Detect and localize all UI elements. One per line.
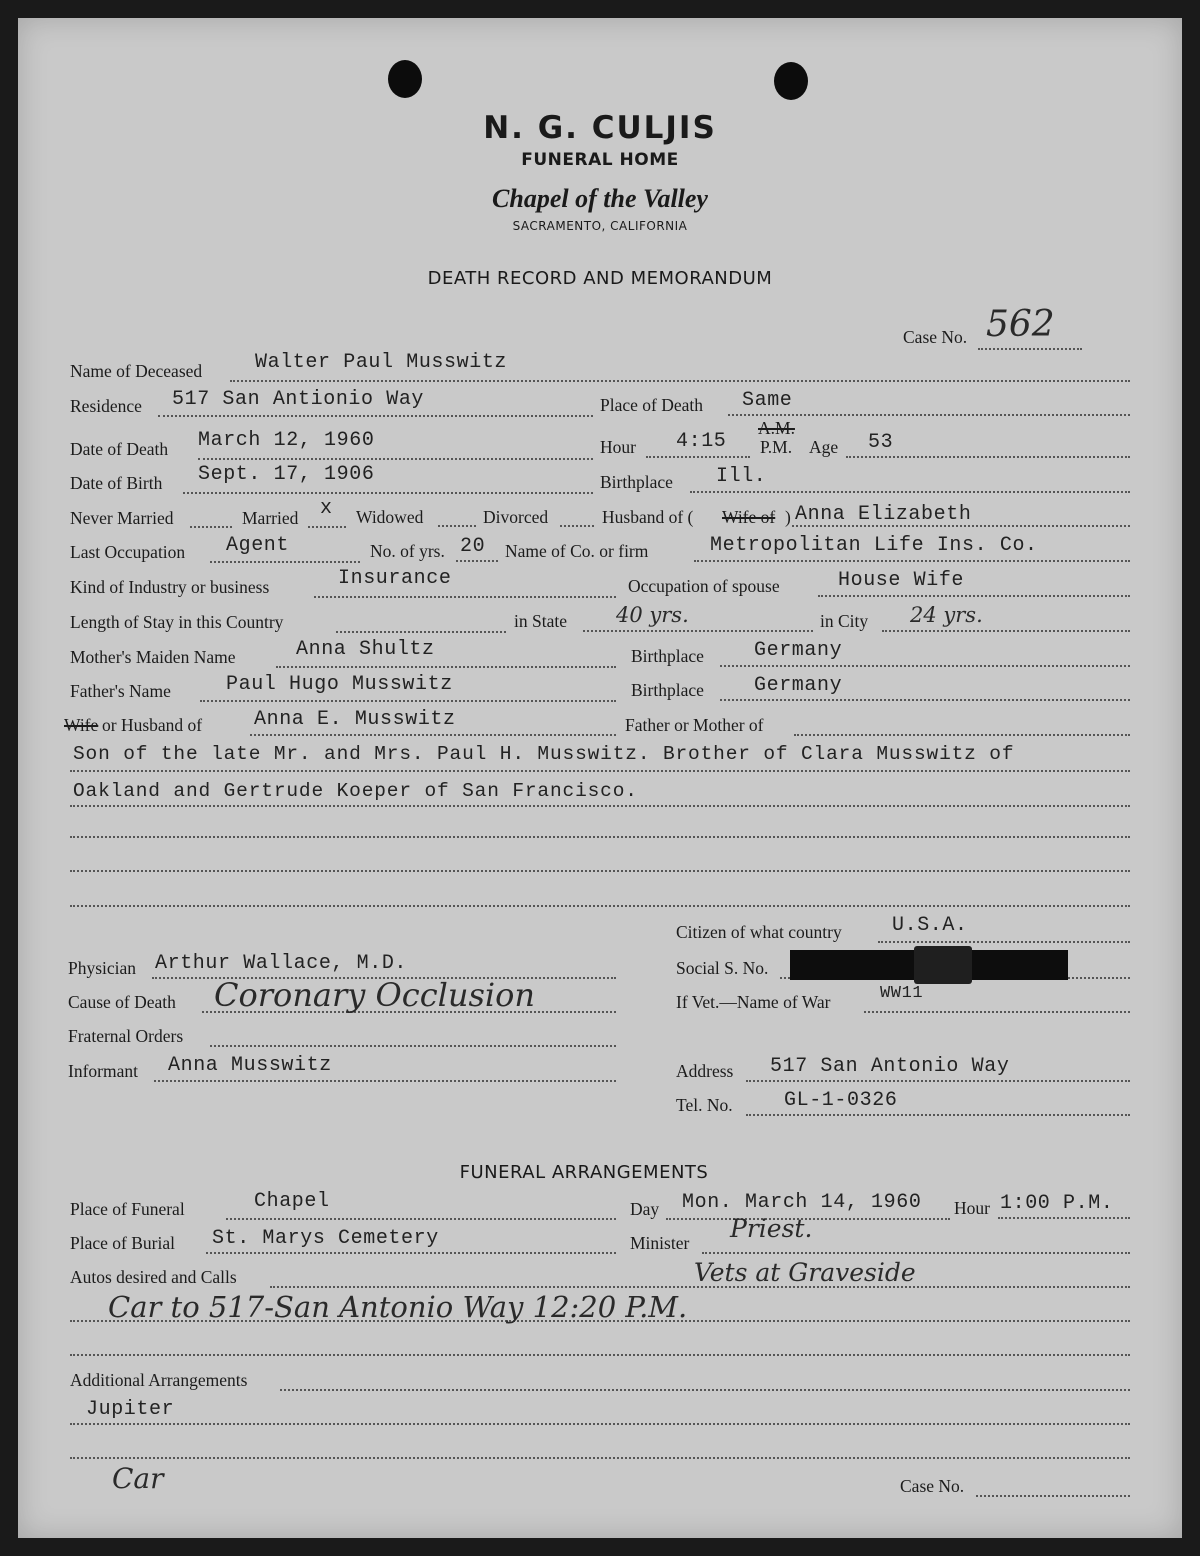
bottom-note: Car	[112, 1462, 164, 1495]
if-vet-line	[864, 1011, 1130, 1013]
in-state-label: in State	[514, 611, 567, 631]
funeral-hour-value: 1:00 P.M.	[1000, 1192, 1114, 1215]
father-or-mother-of-label: Father or Mother of	[625, 715, 764, 735]
spouse-occupation-label: Occupation of spouse	[628, 576, 780, 596]
no-of-yrs-line	[456, 560, 498, 562]
in-state-line	[583, 630, 813, 632]
if-vet-label: If Vet.—Name of War	[676, 992, 831, 1012]
physician-value: Arthur Wallace, M.D.	[155, 952, 408, 975]
wife-husband-of-line	[250, 734, 616, 736]
autos-label: Autos desired and Calls	[70, 1267, 237, 1287]
name-label: Name of Deceased	[70, 361, 203, 381]
remarks-line-1	[70, 770, 1130, 772]
remarks-line-4	[70, 870, 1130, 872]
married-line	[308, 526, 346, 528]
tel-no-line	[746, 1114, 1130, 1116]
birthplace-label: Birthplace	[600, 472, 673, 492]
never-married-label: Never Married	[70, 508, 174, 528]
divorced-label: Divorced	[483, 507, 549, 527]
father-or-mother-of-line	[794, 734, 1130, 736]
additional-value: Jupiter	[86, 1398, 175, 1421]
cause-of-death-value: Coronary Occlusion	[214, 976, 535, 1014]
date-of-birth-value: Sept. 17, 1906	[198, 463, 375, 486]
in-city-label: in City	[820, 611, 869, 631]
father-birthplace-value: Germany	[754, 674, 843, 697]
place-of-death-value: Same	[742, 389, 793, 412]
mothers-maiden-name-value: Anna Shultz	[296, 638, 435, 661]
address-line	[746, 1080, 1130, 1082]
residence-value: 517 San Antionio Way	[172, 388, 425, 411]
name-of-co-line	[694, 560, 1130, 562]
wife-label: Wife	[64, 715, 99, 735]
place-of-funeral-label: Place of Funeral	[70, 1199, 185, 1219]
spouse-occupation-line	[818, 595, 1130, 597]
date-of-death-line	[198, 458, 593, 460]
fathers-name-value: Paul Hugo Musswitz	[226, 673, 453, 696]
address-label: Address	[676, 1061, 734, 1081]
vets-note-value: Vets at Graveside	[694, 1258, 916, 1287]
citizen-label: Citizen of what country	[676, 922, 842, 942]
date-of-death-value: March 12, 1960	[198, 429, 375, 452]
wife-husband-of-value: Anna E. Musswitz	[254, 708, 456, 731]
divorced-line	[560, 525, 594, 527]
chapel-name: Chapel of the Valley	[492, 184, 708, 213]
company-subtitle: FUNERAL HOME	[521, 150, 679, 170]
married-label: Married	[242, 508, 299, 528]
birthplace-line	[690, 491, 1130, 493]
place-of-burial-line	[206, 1252, 616, 1254]
case-no-bottom-line	[976, 1495, 1130, 1497]
date-of-birth-label: Date of Birth	[70, 473, 163, 493]
residence-label: Residence	[70, 396, 142, 416]
ssn-redaction-knot	[914, 946, 972, 984]
form-title: DEATH RECORD AND MEMORANDUM	[427, 268, 773, 289]
fathers-name-line	[200, 700, 616, 702]
spouse-occupation-value: House Wife	[838, 569, 965, 592]
citizen-line	[878, 941, 1130, 943]
industry-line	[314, 596, 616, 598]
funeral-hour-line	[998, 1217, 1130, 1219]
residence-line	[158, 415, 593, 417]
remarks-line-1-value: Son of the late Mr. and Mrs. Paul H. Musswitz. Brother of Clara Musswitz of	[73, 743, 1015, 765]
no-of-yrs-label: No. of yrs.	[370, 541, 445, 561]
remarks-line-2	[70, 805, 1130, 807]
or-husband-of-label: or Husband of	[102, 715, 203, 735]
length-of-stay-line	[336, 631, 506, 633]
last-occupation-label: Last Occupation	[70, 542, 186, 562]
citizen-value: U.S.A.	[892, 914, 968, 937]
age-label: Age	[809, 437, 839, 457]
length-of-stay-label: Length of Stay in this Country	[70, 612, 284, 632]
pm-label: P.M.	[760, 437, 793, 457]
case-no-bottom-label: Case No.	[900, 1476, 965, 1496]
social-s-no-label: Social S. No.	[676, 958, 769, 978]
tel-no-label: Tel. No.	[676, 1095, 733, 1115]
date-of-birth-line	[183, 492, 593, 494]
husband-of-close: )	[785, 507, 791, 527]
fathers-name-label: Father's Name	[70, 681, 171, 701]
fraternal-orders-line	[210, 1045, 616, 1047]
informant-line	[154, 1080, 616, 1082]
place-of-burial-label: Place of Burial	[70, 1233, 175, 1253]
case-no-value: 562	[986, 304, 1055, 345]
age-value: 53	[868, 431, 894, 454]
industry-label: Kind of Industry or business	[70, 577, 270, 597]
wife-of-label: Wife of	[722, 507, 776, 527]
widowed-line	[438, 525, 476, 527]
punch-hole-right	[774, 62, 808, 100]
funeral-day-value: Mon. March 14, 1960	[682, 1191, 922, 1214]
mothers-maiden-name-label: Mother's Maiden Name	[70, 647, 236, 667]
in-state-value: 40 yrs.	[616, 603, 689, 627]
cause-of-death-label: Cause of Death	[68, 992, 176, 1012]
no-of-yrs-value: 20	[460, 535, 486, 558]
punch-hole-left	[388, 60, 422, 98]
husband-of-label: Husband of (	[602, 507, 694, 527]
in-city-value: 24 yrs.	[910, 603, 983, 627]
hour-value: 4:15	[676, 430, 727, 453]
in-city-line	[882, 630, 1130, 632]
autos-value: Car to 517-San Antonio Way 12:20 P.M.	[108, 1290, 688, 1324]
never-married-line	[190, 526, 232, 528]
place-of-death-label: Place of Death	[600, 395, 704, 415]
mothers-maiden-name-line	[276, 666, 616, 668]
address-value: 517 San Antonio Way	[770, 1055, 1010, 1078]
death-record-form	[18, 18, 1182, 1538]
mother-birthplace-value: Germany	[754, 639, 843, 662]
place-of-funeral-line	[226, 1218, 616, 1220]
place-of-burial-value: St. Marys Cemetery	[212, 1227, 439, 1250]
company-name: N. G. CULJIS	[483, 110, 717, 146]
funeral-day-label: Day	[630, 1199, 660, 1219]
father-birthplace-line	[720, 699, 1130, 701]
place-of-death-line	[728, 414, 1130, 416]
informant-label: Informant	[68, 1061, 138, 1081]
tel-no-value: GL-1-0326	[784, 1089, 898, 1112]
minister-line	[702, 1252, 1130, 1254]
date-of-death-label: Date of Death	[70, 439, 169, 459]
minister-label: Minister	[630, 1233, 690, 1253]
funeral-arrangements-heading: FUNERAL ARRANGEMENTS	[459, 1162, 709, 1183]
hour-line	[646, 456, 750, 458]
father-birthplace-label: Birthplace	[631, 680, 704, 700]
name-of-co-label: Name of Co. or firm	[505, 541, 649, 561]
am-label: A.M.	[758, 418, 795, 438]
husband-of-value: Anna Elizabeth	[795, 503, 972, 526]
additional-line	[280, 1389, 1130, 1391]
birthplace-value: Ill.	[716, 465, 767, 488]
case-no-label: Case No.	[903, 327, 968, 347]
place-of-funeral-value: Chapel	[254, 1190, 330, 1213]
widowed-label: Widowed	[356, 507, 424, 527]
funeral-hour-label: Hour	[954, 1198, 990, 1218]
last-occupation-value: Agent	[226, 534, 290, 557]
war-value: WW11	[880, 984, 924, 1003]
minister-value: Priest.	[730, 1214, 813, 1243]
name-value: Walter Paul Musswitz	[255, 351, 508, 374]
mother-birthplace-line	[720, 665, 1130, 667]
additional-arrangements-label: Additional Arrangements	[70, 1370, 248, 1390]
autos-line-3	[70, 1354, 1130, 1356]
company-value: Metropolitan Life Ins. Co.	[710, 534, 1038, 557]
company-city: SACRAMENTO, CALIFORNIA	[512, 219, 688, 233]
remarks-line-5	[70, 905, 1130, 907]
remarks-line-2-value: Oakland and Gertrude Koeper of San Francisco.	[73, 780, 638, 802]
industry-value: Insurance	[338, 567, 452, 590]
additional-line-3	[70, 1457, 1130, 1459]
mother-birthplace-label: Birthplace	[631, 646, 704, 666]
physician-label: Physician	[68, 958, 137, 978]
name-line	[230, 380, 1130, 382]
remarks-line-3	[70, 836, 1130, 838]
informant-value: Anna Musswitz	[168, 1054, 332, 1077]
last-occupation-line	[210, 561, 360, 563]
age-line	[846, 456, 1130, 458]
married-mark: x	[320, 497, 333, 520]
additional-line-2	[70, 1423, 1130, 1425]
hour-label: Hour	[600, 437, 636, 457]
fraternal-orders-label: Fraternal Orders	[68, 1026, 184, 1046]
case-no-line	[978, 348, 1082, 350]
